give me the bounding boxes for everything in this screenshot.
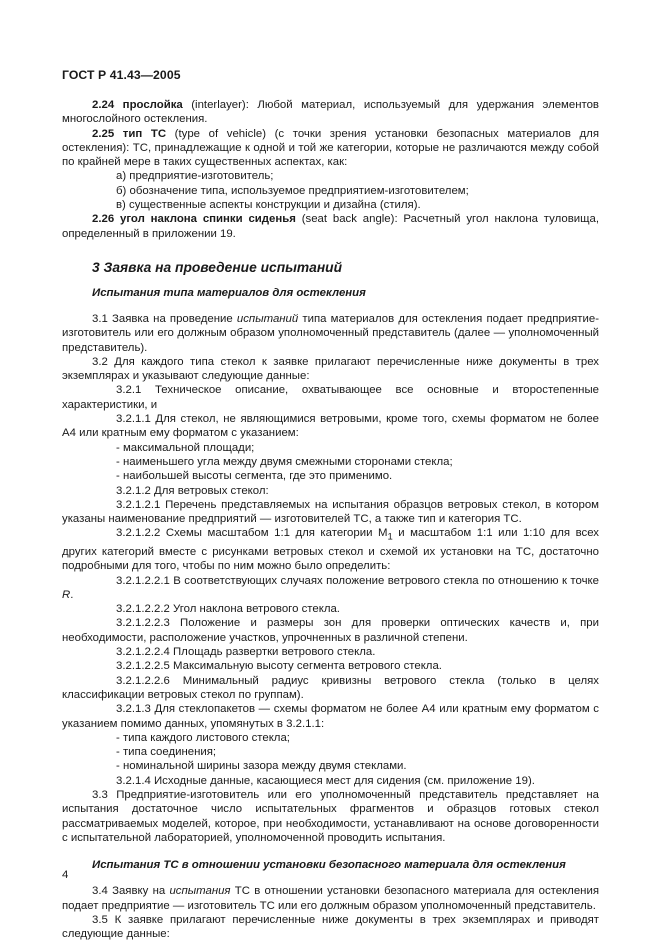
list-item: - наибольшей высоты сегмента, где это применимо.	[116, 470, 393, 483]
definition-2-24	[62, 98, 599, 127]
paragraph-3-2-1-2: 3.2.1.2 Для ветровых стекол:	[116, 484, 269, 497]
paragraph-3-2: 3.2 Для каждого типа стекол к заявке прилагают перечисленные ниже документы в трех экземплярах и указывают следующие данные:	[62, 355, 599, 383]
paragraph-3-1-italic: испытаний	[236, 312, 299, 325]
subsection-1-italic: Испытания	[92, 286, 161, 299]
paragraph-3-2-1-2-2	[62, 526, 599, 573]
subsection-2-italic: Испытания	[92, 859, 161, 872]
definition-2-26	[62, 212, 599, 241]
subsection-1-rest: типа материалов для остекления	[160, 286, 366, 299]
paragraph-3-2-1-2-2-1-text-a: 3.2.1.2.2.1 В соответствующих случаях положение ветрового стекла по отношению к точке	[116, 574, 599, 587]
paragraph-3-2-1-2-2-text-b: и масштабом 1:1 или 1:10 для всех других категорий вместе с рисунками ветровых стекол и схемой их установки на ТС, достаточно подробными для того, чтобы по ним можно было определить:	[62, 527, 599, 573]
definition-2-26-text: (seat back angle): Расчетный угол наклона туловища, определенный в приложении 19.	[62, 213, 599, 240]
list-item: - максимальной площади;	[116, 441, 255, 454]
subsection-vehicle-installation-tests	[62, 858, 599, 872]
paragraph-3-2-1-1: 3.2.1.1 Для стекол, не являющимися ветровыми, кроме того, схемы форматом не более А4 или кратным ему форматом с указанием:	[62, 413, 599, 440]
category-subscript: 1	[387, 531, 393, 543]
definition-2-25-text: (type of vehicle) (с точки зрения установки безопасных материалов для остекления): ТС, принадлежащие к одной и той же категории, которые не различаются между собой по крайней мере в таких существенных аспектах, как:	[62, 127, 599, 169]
definition-2-24-text: (interlayer): Любой материал, используемый для удержания элементов многослойного остекления.	[62, 99, 599, 126]
paragraph-3-1-text-b: типа материалов для остекления подает предприятие-изготовитель или его должным образом уполномоченный представитель (далее — уполномоченный представитель).	[62, 312, 599, 354]
list-item: а) предприятие-изготовитель;	[116, 170, 274, 183]
paragraph-3-2-1-4: 3.2.1.4 Исходные данные, касающиеся мест для сидения (см. приложение 19).	[116, 774, 535, 787]
paragraph-3-1-text-a: 3.1 Заявка на проведение	[92, 312, 237, 325]
paragraph-3-4-italic: испытания	[169, 885, 231, 898]
subsection-glazing-type-tests	[62, 286, 599, 300]
paragraph-3-5: 3.5 К заявке прилагают перечисленные ниже документы в трех экземплярах и приводят следующие данные:	[62, 913, 599, 941]
list-item: в) существенные аспекты конструкции и дизайна (стиля).	[116, 199, 421, 212]
paragraph-3-2-1-2-2-1-text-b: .	[70, 588, 74, 601]
paragraph-3-2-1-2-2-1	[62, 574, 599, 603]
paragraph-3-2-1-2-2-4: 3.2.1.2.2.4 Площадь развертки ветрового стекла.	[116, 646, 376, 659]
list-item: б) обозначение типа, используемое предприятием-изготовителем;	[116, 184, 469, 197]
document-code-header: ГОСТ Р 41.43—2005	[62, 68, 181, 82]
term-2-24: 2.24 прослойка	[92, 99, 183, 111]
paragraph-3-2-1-2-2-6: 3.2.1.2.2.6 Минимальный радиус кривизны ветрового стекла (только в целях классификации ветровых стекол по группам).	[62, 674, 599, 701]
paragraph-3-3: 3.3 Предприятие-изготовитель или его уполномоченный представитель представляет на испытания достаточное число испытательных фрагментов и образцов готовых стекол рассматриваемых моделей, которое, при необходимости, устанавливают на основе договоренности с испытательной лабораторией, уполномоченной проводить испытания.	[62, 789, 599, 844]
paragraph-3-2-1-3: 3.2.1.3 Для стеклопакетов — схемы форматом не более А4 или кратным ему форматом с указанием помимо данных, упомянутых в 3.2.1.1:	[62, 703, 599, 730]
list-item: - типа каждого листового стекла;	[116, 731, 290, 744]
paragraph-3-2-1-2-2-5: 3.2.1.2.2.5 Максимальную высоту сегмента ветрового стекла.	[116, 660, 442, 673]
paragraph-3-2-1-2-2-text-a: 3.2.1.2.2 Схемы масштабом 1:1 для категории M	[116, 527, 388, 540]
definition-2-25	[62, 127, 599, 170]
point-r-italic: R	[62, 588, 71, 601]
paragraph-3-4-text-a: 3.4 Заявку на	[92, 885, 170, 898]
paragraph-3-1	[62, 312, 599, 355]
paragraph-3-2-1-2-2-3: 3.2.1.2.2.3 Положение и размеры зон для проверки оптических качеств и, при необходимости, расположение участков, упрочненных в различной степени.	[62, 617, 599, 644]
list-item: - наименьшего угла между двумя смежными сторонами стекла;	[116, 455, 453, 468]
page-number: 4	[62, 869, 69, 881]
subsection-2-rest: ТС в отношении установки безопасного материала для остекления	[160, 859, 566, 872]
list-item: - номинальной ширины зазора между двумя стеклами.	[116, 760, 407, 773]
section-3-title: 3 Заявка на проведение испытаний	[92, 259, 343, 275]
term-2-26: 2.26 угол наклона спинки сиденья	[92, 213, 296, 226]
paragraph-3-4-text-b: ТС в отношении установки безопасного материала для остекления подает предприятие — изготовитель ТС или его должным образом уполномоченный представитель.	[62, 885, 599, 912]
paragraph-3-2-1-2-1: 3.2.1.2.1 Перечень представляемых на испытания образцов ветровых стекол, в котором указаны наименование предприятий — изготовителей ТС, а также тип и категория ТС.	[62, 498, 599, 526]
page-body	[62, 98, 599, 941]
paragraph-3-4	[62, 884, 599, 913]
paragraph-3-2-1: 3.2.1 Техническое описание, охватывающее все основные и второстепенные характеристики, и	[62, 384, 599, 411]
term-2-25: 2.25 тип ТС	[92, 127, 167, 140]
list-item: - типа соединения;	[116, 746, 217, 759]
paragraph-3-2-1-2-2-2: 3.2.1.2.2.2 Угол наклона ветрового стекла.	[116, 603, 340, 616]
